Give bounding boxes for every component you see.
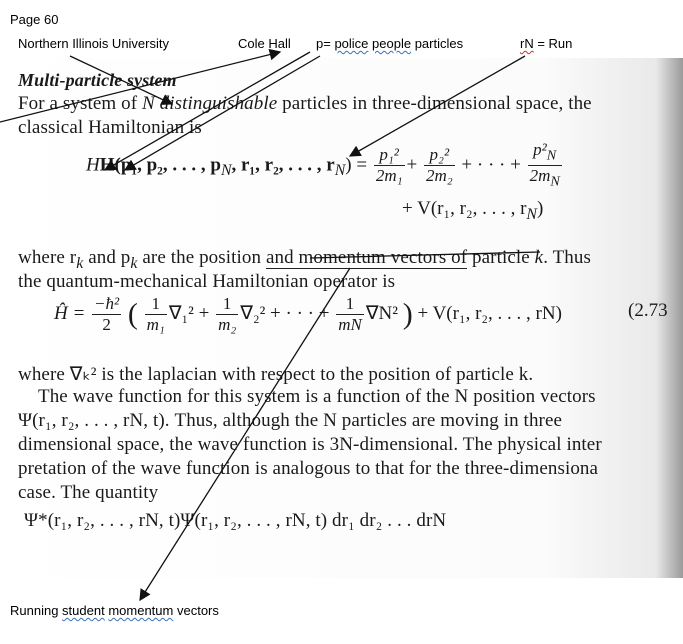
line3-g: particle: [467, 247, 535, 268]
text-line-8: dimensional space, the wave function is 3N-dimensional. The physical inter: [18, 434, 602, 455]
eq1-lhs: H(p₁, p₂, . . . , p: [99, 154, 221, 176]
arrow-rn: [350, 56, 525, 156]
p-police: police: [334, 36, 369, 51]
line3-a: where r: [18, 247, 77, 268]
underline-momentum-extension: [310, 252, 540, 258]
arrow-hall: [0, 52, 280, 122]
line3-e: are the position: [137, 247, 266, 268]
eq1-fn-num: $p^2_N$: [528, 140, 562, 166]
arrow-p-people: [125, 56, 320, 170]
bottom-vectors: vectors: [173, 603, 219, 618]
eq2-pre-num: −ħ²: [94, 294, 120, 313]
eq1-lhs-sub: N: [220, 162, 232, 180]
text-line-2: classical Hamiltonian is: [18, 117, 202, 138]
text-line-10: case. The quantity: [18, 482, 159, 503]
bottom-running: Running: [10, 603, 63, 618]
eq2-tn-num: 1: [336, 294, 364, 315]
page-number-label: Page 60: [10, 12, 59, 27]
line1-part-b: N distinguishable: [142, 93, 278, 114]
line3-c: and p: [83, 247, 131, 268]
hamiltonian-equation: HH(p₁, p₂, . . . , $p_N$, r₁, r₂, . . . , $r_N$) = $\frac{\text{p₁²}}{\text{2m₁}}$ + $\frac{\text{p₂²}}{\text{2m₂}}$ + · · · + $\frac{p^2_N}{2m_N}$: [86, 140, 560, 190]
university-label: Northern Illinois University: [18, 36, 169, 51]
eq1-potential-sub: N: [526, 205, 537, 223]
text-line-7: Ψ(r₁, r₂, . . . , rN, t). Thus, although the N particles are moving in three: [18, 410, 563, 431]
eq1-f2-den: 2m₂: [425, 166, 453, 186]
line3-b: k: [76, 254, 84, 272]
eq2-potential: + V(r₁, r₂, . . . , rN): [417, 302, 562, 324]
arrow-university: [70, 56, 172, 104]
eq2-t1-num: 1: [145, 294, 167, 315]
eq1-fn-den: $2m_N$: [529, 166, 560, 190]
text-line-5: where ∇ₖ² is the laplacian with respect to the position of particle k.: [18, 364, 534, 385]
rn-prefix: rN: [520, 36, 534, 51]
line3-d: k: [130, 254, 138, 272]
line3-underlined: and momentum vectors of: [265, 247, 468, 268]
eq1-lhs-sub2: N: [334, 162, 346, 180]
eq2-t2-op: ∇₂² + · · · +: [240, 302, 330, 324]
eq1-lhs-r: , r₁, r₂, . . . , r: [231, 154, 335, 176]
eq1-f1-den: 2m₁: [375, 166, 403, 186]
hall-label: Cole Hall: [238, 36, 291, 51]
eq1-h: H: [86, 154, 100, 176]
text-line-6: The wave function for this system is a function of the N position vectors: [38, 386, 596, 407]
line1-part-c: particles in three-dimensional space, the: [277, 93, 592, 114]
eq2-lhs: Ĥ =: [54, 302, 86, 324]
line3-i: . Thus: [543, 247, 591, 268]
rn-suffix: = Run: [533, 36, 573, 51]
operator-equation: Ĥ = $\frac{\text{−ħ²}}{2}$ ( $\frac{1}{\text{m₁}}$ ∇₁² + $\frac{1}{\text{m₂}}$ ∇₂² + · · · + $\frac{1}{mN}$ ∇N² ) + V(r₁, r₂, . . . , rN): [54, 294, 562, 334]
text-line-11: Ψ*(r₁, r₂, . . . , rN, t)Ψ(r₁, r₂, . . . , rN, t) dr₁ dr₂ . . . drN: [24, 510, 447, 531]
eq2-t1-op: ∇₁² +: [168, 302, 210, 324]
line1-part-a: For a system of: [18, 93, 143, 114]
line3-h: k: [534, 247, 544, 268]
eq1-fn-den-text: 2m: [529, 166, 551, 186]
eq1-f2-num: p₂²: [424, 145, 455, 166]
eq1-dots: + · · · +: [461, 154, 521, 176]
eq1-potential-close: ): [536, 198, 544, 219]
arrow-running-momentum: [140, 268, 350, 600]
p-people: people: [372, 36, 412, 51]
eq1-f1-num: p₁²: [374, 145, 405, 166]
eq2-tn-den: mN: [338, 315, 362, 334]
eq1-potential: + V(r₁, r₂, . . . , r: [402, 198, 527, 219]
eq1-fn-num-text: p²: [533, 140, 547, 159]
eq2-t2-den: m₂: [218, 315, 237, 334]
text-line-9: pretation of the wave function is analogous to that for the three-dimensiona: [18, 458, 599, 479]
bottom-student: student: [62, 603, 105, 618]
eq2-tn-op: ∇N²: [365, 302, 398, 324]
eq2-pre-den: 2: [102, 315, 111, 334]
bottom-momentum: momentum: [108, 603, 174, 618]
section-heading: Multi-particle system: [18, 70, 177, 90]
eq2-t1-den: m₁: [146, 315, 165, 334]
p-prefix: p=: [316, 36, 335, 51]
equation-number: (2.73: [628, 300, 668, 321]
text-line-4: the quantum-mechanical Hamiltonian operator is: [18, 271, 396, 292]
eq2-t2-num: 1: [216, 294, 238, 315]
p-particles: particles: [411, 36, 464, 51]
eq1-equals: ) =: [345, 154, 368, 176]
